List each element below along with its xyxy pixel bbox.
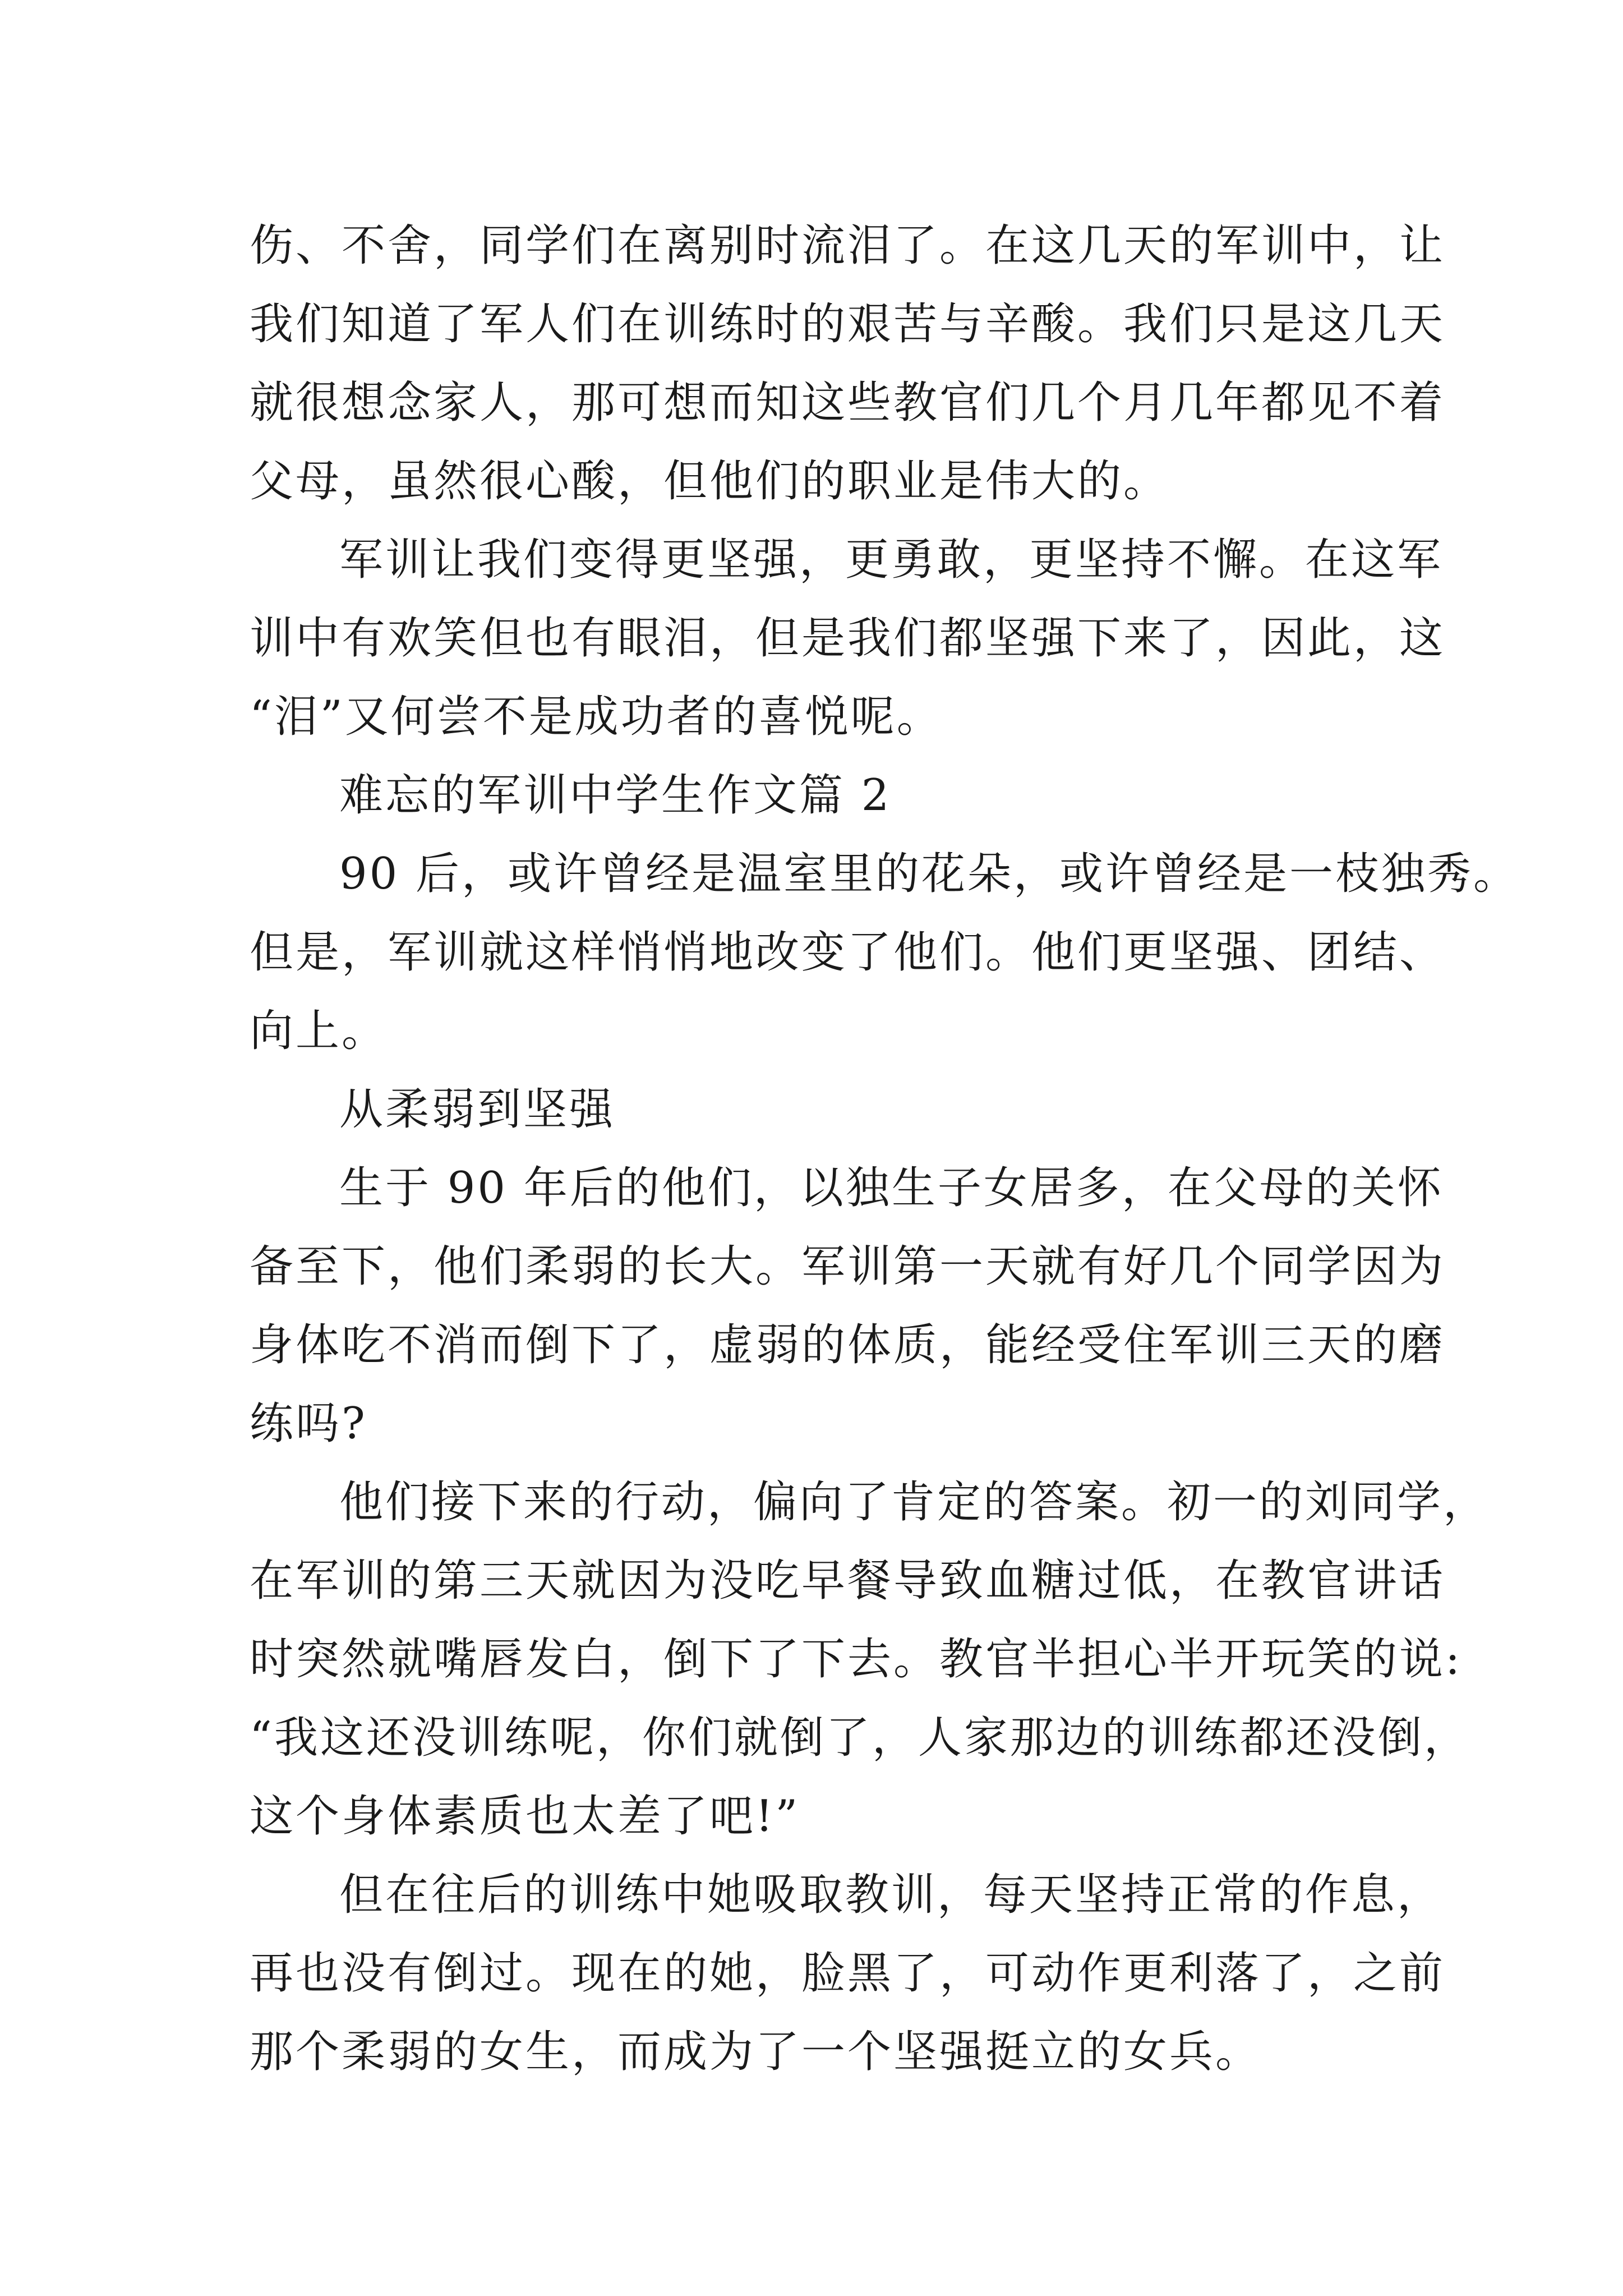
text-line: 难忘的军训中学生作文篇 2 bbox=[339, 770, 892, 821]
paragraph-farewell bbox=[250, 206, 1446, 521]
paragraph-female-soldier bbox=[250, 1856, 1446, 2091]
text-line: 这个身体素质也太差了吧!” bbox=[250, 1791, 800, 1842]
text-line: 父母，虽然很心酸，但他们的职业是伟大的。 bbox=[250, 456, 1170, 507]
text-line: 向上。 bbox=[250, 1006, 388, 1056]
text-line: 生于 90 年后的他们，以独生子女居多，在父母的关怀 bbox=[339, 1163, 1444, 1213]
text-line: 从柔弱到坚强 bbox=[339, 1084, 616, 1135]
text-line: 训中有欢笑但也有眼泪，但是我们都坚强下来了，因此，这 bbox=[250, 613, 1446, 664]
text-line: 身体吃不消而倒下了，虚弱的体质，能经受住军训三天的磨 bbox=[250, 1320, 1446, 1370]
text-line: “泪”又何尝不是成功者的喜悦呢。 bbox=[250, 692, 943, 742]
paragraph-born-after-90 bbox=[250, 1149, 1446, 1463]
text-line: 军训让我们变得更坚强，更勇敢，更坚持不懈。在这军 bbox=[339, 535, 1444, 585]
text-line: 就很想念家人，那可想而知这些教官们几个月几年都见不着 bbox=[250, 378, 1446, 428]
text-line: 但在往后的训练中她吸取教训，每天坚持正常的作息， bbox=[339, 1870, 1444, 1920]
document-body bbox=[250, 206, 1520, 2091]
text-line: 再也没有倒过。现在的她，脸黑了，可动作更利落了，之前 bbox=[250, 1948, 1446, 1999]
text-line: 但是，军训就这样悄悄地改变了他们。他们更坚强、团结、 bbox=[250, 927, 1446, 978]
paragraph-post90s bbox=[250, 835, 1520, 1070]
paragraph-liu-classmate bbox=[250, 1463, 1490, 1856]
text-line: 在军训的第三天就因为没吃早餐导致血糖过低，在教官讲话 bbox=[250, 1556, 1446, 1606]
section-title bbox=[250, 756, 1394, 835]
text-line: 90 后，或许曾经是温室里的花朵，或许曾经是一枝独秀。 bbox=[339, 849, 1520, 899]
text-line: 时突然就嘴唇发白，倒下了下去。教官半担心半开玩笑的说: bbox=[250, 1634, 1463, 1685]
text-line: “我这还没训练呢，你们就倒了，人家那边的训练都还没倒， bbox=[250, 1713, 1470, 1763]
text-line: 那个柔弱的女生，而成为了一个坚强挺立的女兵。 bbox=[250, 2027, 1262, 2077]
text-line: 备至下，他们柔弱的长大。军训第一天就有好几个同学因为 bbox=[250, 1241, 1446, 1292]
text-line: 他们接下来的行动，偏向了肯定的答案。初一的刘同学， bbox=[339, 1477, 1490, 1527]
paragraph-stronger bbox=[250, 521, 1446, 756]
subheading-weak-to-strong bbox=[250, 1070, 1394, 1149]
text-line: 练吗? bbox=[250, 1398, 367, 1449]
text-line: 伤、不舍，同学们在离别时流泪了。在这几天的军训中，让 bbox=[250, 220, 1446, 271]
text-line: 我们知道了军人们在训练时的艰苦与辛酸。我们只是这几天 bbox=[250, 299, 1446, 349]
